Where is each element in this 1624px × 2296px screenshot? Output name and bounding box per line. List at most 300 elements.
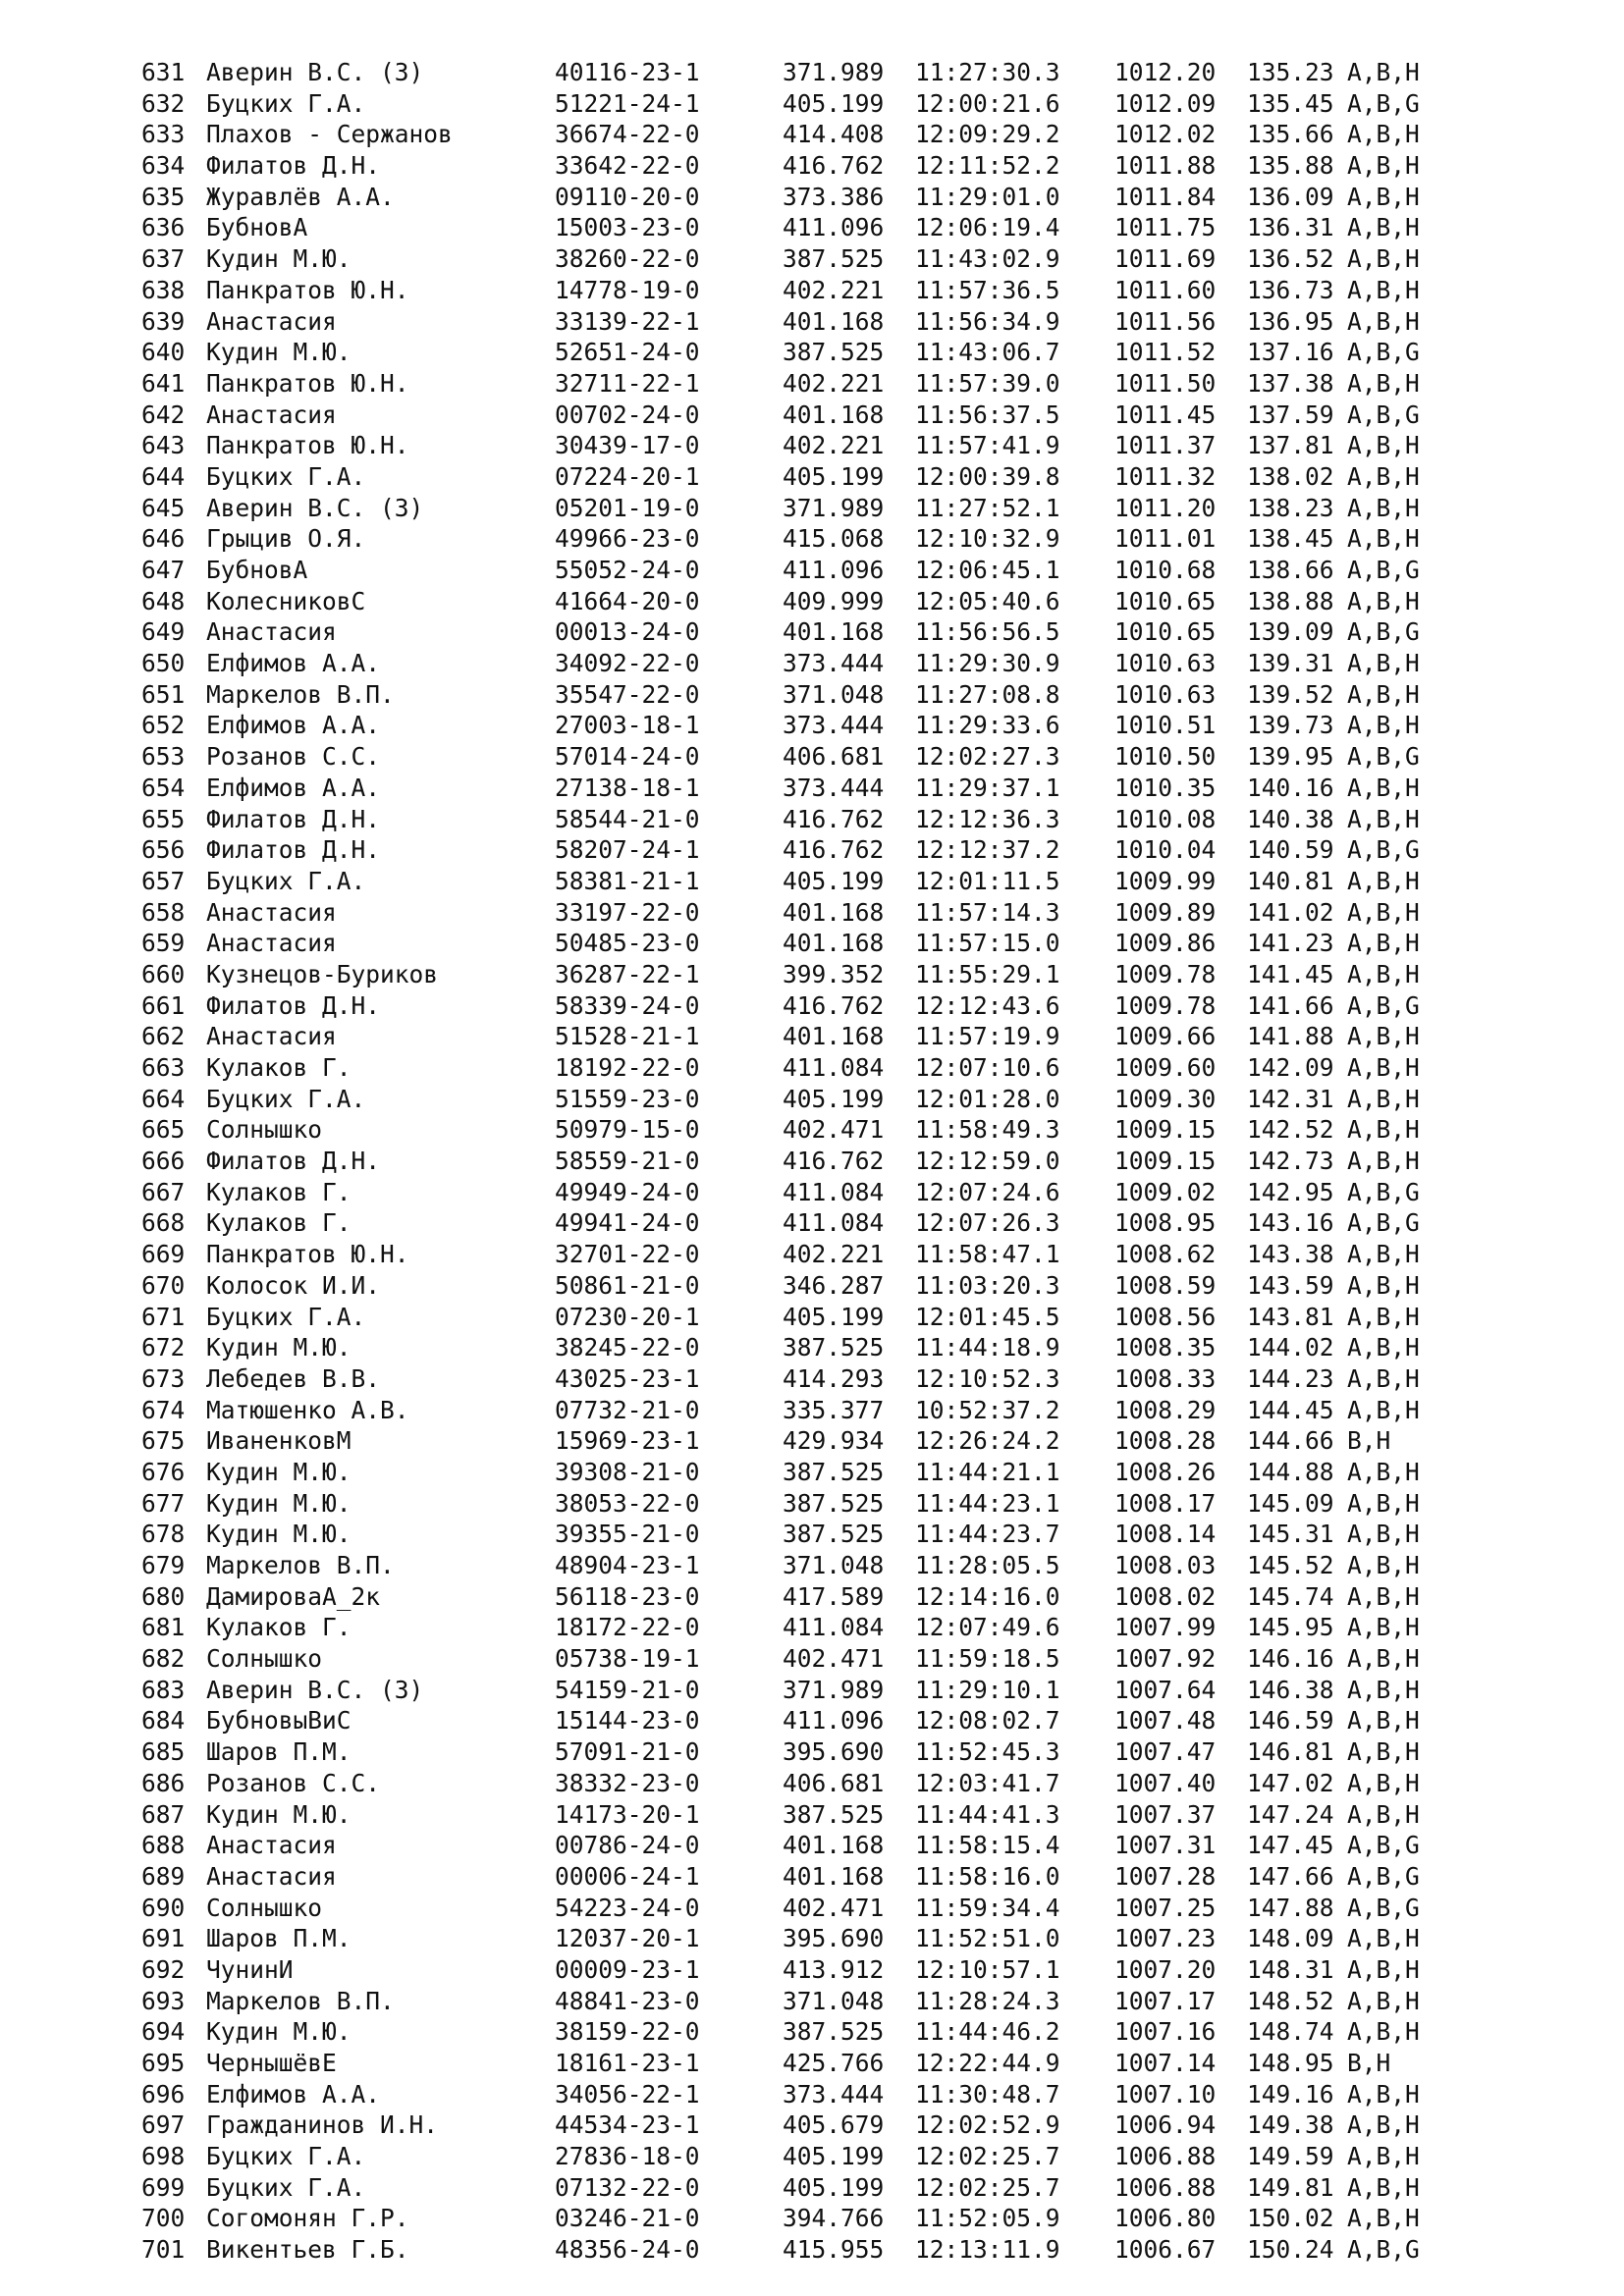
speed: 1011.45: [1114, 400, 1217, 429]
participant-name: Лебедев В.В.: [206, 1363, 381, 1393]
coefficient: 135.88: [1247, 151, 1334, 181]
table-row: [141, 2172, 1516, 2204]
place-number: 650: [141, 649, 186, 678]
table-row: [141, 773, 1516, 804]
distance: 405.199: [783, 461, 885, 491]
table-row: [141, 990, 1516, 1022]
participant-name: Панкратов Ю.Н.: [206, 1240, 409, 1269]
table-row: [141, 959, 1516, 990]
speed: 1009.99: [1114, 866, 1217, 895]
speed: 1009.15: [1114, 1147, 1217, 1176]
coefficient: 142.73: [1247, 1147, 1334, 1176]
distance: 373.444: [783, 711, 885, 740]
participant-name: Елфимов А.А.: [206, 773, 381, 802]
participant-name: Кудин М.Ю.: [206, 1457, 352, 1486]
participant-name: Плахов - Сержанов: [206, 120, 453, 149]
coefficient: 142.31: [1247, 1084, 1334, 1113]
ring-number: 39308-21-0: [555, 1457, 700, 1486]
distance: 415.955: [783, 2235, 885, 2265]
participant-name: КолесниковС: [206, 586, 366, 615]
participant-name: Маркелов В.П.: [206, 1986, 395, 2015]
participant-name: Солнышко: [206, 1893, 323, 1922]
table-row: [141, 88, 1516, 120]
arrival-time: 12:03:41.7: [915, 1768, 1060, 1797]
arrival-time: 11:56:56.5: [915, 617, 1060, 647]
arrival-time: 12:09:29.2: [915, 120, 1060, 149]
categories: A,B,H: [1347, 1457, 1420, 1486]
place-number: 701: [141, 2235, 186, 2265]
arrival-time: 11:58:15.4: [915, 1831, 1060, 1860]
speed: 1011.60: [1114, 275, 1217, 304]
ring-number: 18172-22-0: [555, 1613, 700, 1642]
participant-name: Кудин М.Ю.: [206, 1488, 352, 1518]
categories: A,B,H: [1347, 1270, 1420, 1300]
ring-number: 07732-21-0: [555, 1395, 700, 1424]
ring-number: 00006-24-1: [555, 1861, 700, 1891]
categories: A,B,G: [1347, 88, 1420, 118]
arrival-time: 12:02:25.7: [915, 2172, 1060, 2202]
speed: 1011.84: [1114, 182, 1217, 211]
participant-name: Колосок И.И.: [206, 1270, 381, 1300]
distance: 411.084: [783, 1177, 885, 1206]
coefficient: 141.66: [1247, 990, 1334, 1020]
place-number: 668: [141, 1208, 186, 1238]
distance: 402.221: [783, 1240, 885, 1269]
categories: A,B,G: [1347, 2235, 1420, 2265]
coefficient: 150.02: [1247, 2204, 1334, 2233]
categories: A,B,H: [1347, 213, 1420, 242]
coefficient: 148.74: [1247, 2017, 1334, 2047]
place-number: 658: [141, 897, 186, 927]
distance: 405.199: [783, 2172, 885, 2202]
coefficient: 148.52: [1247, 1986, 1334, 2015]
participant-name: Буцких Г.А.: [206, 1084, 366, 1113]
table-row: [141, 1986, 1516, 2017]
place-number: 641: [141, 368, 186, 398]
ring-number: 35547-22-0: [555, 679, 700, 709]
distance: 387.525: [783, 1488, 885, 1518]
categories: A,B,H: [1347, 959, 1420, 988]
ring-number: 58381-21-1: [555, 866, 700, 895]
categories: A,B,G: [1347, 1861, 1420, 1891]
speed: 1007.40: [1114, 1768, 1217, 1797]
coefficient: 143.16: [1247, 1208, 1334, 1238]
ring-number: 51559-23-0: [555, 1084, 700, 1113]
categories: A,B,H: [1347, 244, 1420, 274]
distance: 405.679: [783, 2110, 885, 2140]
place-number: 632: [141, 88, 186, 118]
arrival-time: 12:01:11.5: [915, 866, 1060, 895]
place-number: 646: [141, 524, 186, 554]
arrival-time: 12:01:45.5: [915, 1302, 1060, 1331]
ring-number: 00009-23-1: [555, 1954, 700, 1984]
coefficient: 146.16: [1247, 1644, 1334, 1674]
ring-number: 43025-23-1: [555, 1363, 700, 1393]
categories: A,B,H: [1347, 431, 1420, 460]
arrival-time: 11:58:49.3: [915, 1115, 1060, 1145]
ring-number: 14173-20-1: [555, 1799, 700, 1829]
speed: 1008.26: [1114, 1457, 1217, 1486]
ring-number: 12037-20-1: [555, 1924, 700, 1953]
arrival-time: 11:58:47.1: [915, 1240, 1060, 1269]
participant-name: Маркелов В.П.: [206, 679, 395, 709]
coefficient: 146.38: [1247, 1675, 1334, 1704]
place-number: 694: [141, 2017, 186, 2047]
arrival-time: 11:44:41.3: [915, 1799, 1060, 1829]
arrival-time: 11:59:18.5: [915, 1644, 1060, 1674]
place-number: 670: [141, 1270, 186, 1300]
distance: 371.048: [783, 1986, 885, 2015]
ring-number: 50485-23-0: [555, 929, 700, 958]
table-row: [141, 1799, 1516, 1831]
coefficient: 138.02: [1247, 461, 1334, 491]
speed: 1012.02: [1114, 120, 1217, 149]
coefficient: 148.31: [1247, 1954, 1334, 1984]
distance: 373.444: [783, 773, 885, 802]
categories: A,B,H: [1347, 2142, 1420, 2171]
categories: A,B,H: [1347, 182, 1420, 211]
place-number: 681: [141, 1613, 186, 1642]
arrival-time: 11:27:52.1: [915, 493, 1060, 522]
ring-number: 03246-21-0: [555, 2204, 700, 2233]
table-row: [141, 1084, 1516, 1115]
distance: 411.084: [783, 1613, 885, 1642]
coefficient: 144.88: [1247, 1457, 1334, 1486]
arrival-time: 11:03:20.3: [915, 1270, 1060, 1300]
place-number: 700: [141, 2204, 186, 2233]
participant-name: Аверин В.С. (З): [206, 1675, 424, 1704]
table-row: [141, 2016, 1516, 2048]
place-number: 683: [141, 1675, 186, 1704]
table-row: [141, 866, 1516, 897]
distance: 415.068: [783, 524, 885, 554]
participant-name: Кулаков Г.: [206, 1177, 352, 1206]
participant-name: Матюшенко А.В.: [206, 1395, 409, 1424]
ring-number: 38159-22-0: [555, 2017, 700, 2047]
speed: 1008.17: [1114, 1488, 1217, 1518]
speed: 1008.02: [1114, 1581, 1217, 1611]
distance: 395.690: [783, 1737, 885, 1767]
arrival-time: 11:27:30.3: [915, 58, 1060, 86]
speed: 1010.08: [1114, 804, 1217, 833]
ring-number: 33197-22-0: [555, 897, 700, 927]
ring-number: 54223-24-0: [555, 1893, 700, 1922]
participant-name: Панкратов Ю.Н.: [206, 431, 409, 460]
speed: 1007.16: [1114, 2017, 1217, 2047]
participant-name: Филатов Д.Н.: [206, 1147, 381, 1176]
categories: A,B,H: [1347, 679, 1420, 709]
arrival-time: 11:43:02.9: [915, 244, 1060, 274]
place-number: 642: [141, 400, 186, 429]
participant-name: Анастасия: [206, 1831, 337, 1860]
distance: 416.762: [783, 151, 885, 181]
distance: 405.199: [783, 2142, 885, 2171]
participant-name: Аверин В.С. (З): [206, 493, 424, 522]
coefficient: 135.23: [1247, 58, 1334, 86]
place-number: 674: [141, 1395, 186, 1424]
participant-name: Анастасия: [206, 617, 337, 647]
table-row: [141, 586, 1516, 617]
coefficient: 141.02: [1247, 897, 1334, 927]
place-number: 675: [141, 1426, 186, 1456]
speed: 1007.64: [1114, 1675, 1217, 1704]
participant-name: Кудин М.Ю.: [206, 1520, 352, 1549]
coefficient: 140.81: [1247, 866, 1334, 895]
ring-number: 38245-22-0: [555, 1333, 700, 1362]
participant-name: БубновыВиС: [206, 1706, 352, 1735]
categories: A,B,H: [1347, 1581, 1420, 1611]
coefficient: 135.45: [1247, 88, 1334, 118]
speed: 1008.14: [1114, 1520, 1217, 1549]
table-row: [141, 1457, 1516, 1488]
distance: 402.471: [783, 1115, 885, 1145]
speed: 1007.20: [1114, 1954, 1217, 1984]
categories: A,B,H: [1347, 1240, 1420, 1269]
ring-number: 09110-20-0: [555, 182, 700, 211]
table-row: [141, 1363, 1516, 1395]
participant-name: Розанов С.С.: [206, 742, 381, 772]
coefficient: 140.38: [1247, 804, 1334, 833]
categories: A,B,H: [1347, 1706, 1420, 1735]
coefficient: 138.88: [1247, 586, 1334, 615]
arrival-time: 12:02:27.3: [915, 742, 1060, 772]
participant-name: Солнышко: [206, 1644, 323, 1674]
distance: 402.471: [783, 1644, 885, 1674]
participant-name: Шаров П.М.: [206, 1924, 352, 1953]
coefficient: 145.09: [1247, 1488, 1334, 1518]
coefficient: 147.24: [1247, 1799, 1334, 1829]
participant-name: Буцких Г.А.: [206, 866, 366, 895]
distance: 401.168: [783, 1861, 885, 1891]
distance: 387.525: [783, 1457, 885, 1486]
place-number: 686: [141, 1768, 186, 1797]
distance: 387.525: [783, 1799, 885, 1829]
speed: 1006.67: [1114, 2235, 1217, 2265]
categories: A,B,G: [1347, 400, 1420, 429]
arrival-time: 12:02:52.9: [915, 2110, 1060, 2140]
speed: 1006.94: [1114, 2110, 1217, 2140]
ring-number: 50861-21-0: [555, 1270, 700, 1300]
ring-number: 38053-22-0: [555, 1488, 700, 1518]
arrival-time: 11:29:01.0: [915, 182, 1060, 211]
coefficient: 138.23: [1247, 493, 1334, 522]
place-number: 647: [141, 556, 186, 584]
categories: A,B,H: [1347, 2204, 1420, 2233]
coefficient: 144.02: [1247, 1333, 1334, 1362]
ring-number: 15003-23-0: [555, 213, 700, 242]
place-number: 644: [141, 461, 186, 491]
table-row: [141, 1332, 1516, 1363]
arrival-time: 12:00:39.8: [915, 461, 1060, 491]
ring-number: 49941-24-0: [555, 1208, 700, 1238]
categories: A,B,G: [1347, 990, 1420, 1020]
arrival-time: 12:26:24.2: [915, 1426, 1060, 1456]
categories: A,B,H: [1347, 1488, 1420, 1518]
speed: 1011.50: [1114, 368, 1217, 398]
distance: 387.525: [783, 244, 885, 274]
place-number: 637: [141, 244, 186, 274]
arrival-time: 11:55:29.1: [915, 959, 1060, 988]
participant-name: Гражданинов И.Н.: [206, 2110, 439, 2140]
participant-name: Филатов Д.Н.: [206, 151, 381, 181]
place-number: 687: [141, 1799, 186, 1829]
coefficient: 150.24: [1247, 2235, 1334, 2265]
speed: 1008.56: [1114, 1302, 1217, 1331]
coefficient: 142.52: [1247, 1115, 1334, 1145]
speed: 1008.03: [1114, 1551, 1217, 1579]
categories: A,B,G: [1347, 742, 1420, 772]
table-row: [141, 1675, 1516, 1706]
place-number: 659: [141, 929, 186, 958]
table-row: [141, 1207, 1516, 1239]
distance: 335.377: [783, 1395, 885, 1424]
ring-number: 30439-17-0: [555, 431, 700, 460]
speed: 1010.35: [1114, 773, 1217, 802]
coefficient: 142.95: [1247, 1177, 1334, 1206]
table-row: [141, 1736, 1516, 1768]
table-row: [141, 337, 1516, 368]
speed: 1009.66: [1114, 1022, 1217, 1051]
place-number: 673: [141, 1363, 186, 1393]
ring-number: 39355-21-0: [555, 1520, 700, 1549]
place-number: 656: [141, 835, 186, 865]
distance: 371.989: [783, 493, 885, 522]
ring-number: 27138-18-1: [555, 773, 700, 802]
place-number: 690: [141, 1893, 186, 1922]
distance: 346.287: [783, 1270, 885, 1300]
ring-number: 52651-24-0: [555, 338, 700, 367]
ring-number: 33642-22-0: [555, 151, 700, 181]
coefficient: 149.81: [1247, 2172, 1334, 2202]
place-number: 672: [141, 1333, 186, 1362]
coefficient: 145.52: [1247, 1551, 1334, 1579]
place-number: 689: [141, 1861, 186, 1891]
coefficient: 143.59: [1247, 1270, 1334, 1300]
place-number: 634: [141, 151, 186, 181]
coefficient: 137.38: [1247, 368, 1334, 398]
coefficient: 136.52: [1247, 244, 1334, 274]
ring-number: 51221-24-1: [555, 88, 700, 118]
categories: A,B,H: [1347, 368, 1420, 398]
speed: 1011.20: [1114, 493, 1217, 522]
place-number: 635: [141, 182, 186, 211]
place-number: 688: [141, 1831, 186, 1860]
arrival-time: 11:57:39.0: [915, 368, 1060, 398]
arrival-time: 11:57:14.3: [915, 897, 1060, 927]
participant-name: Кулаков Г.: [206, 1613, 352, 1642]
arrival-time: 11:57:41.9: [915, 431, 1060, 460]
ring-number: 14778-19-0: [555, 275, 700, 304]
ring-number: 07132-22-0: [555, 2172, 700, 2202]
speed: 1008.59: [1114, 1270, 1217, 1300]
ring-number: 54159-21-0: [555, 1675, 700, 1704]
place-number: 654: [141, 773, 186, 802]
speed: 1011.37: [1114, 431, 1217, 460]
arrival-time: 11:43:06.7: [915, 338, 1060, 367]
distance: 402.221: [783, 368, 885, 398]
speed: 1007.92: [1114, 1644, 1217, 1674]
speed: 1010.04: [1114, 835, 1217, 865]
distance: 416.762: [783, 835, 885, 865]
coefficient: 137.59: [1247, 400, 1334, 429]
categories: A,B,H: [1347, 929, 1420, 958]
arrival-time: 11:52:45.3: [915, 1737, 1060, 1767]
speed: 1007.28: [1114, 1861, 1217, 1891]
arrival-time: 12:01:28.0: [915, 1084, 1060, 1113]
coefficient: 141.23: [1247, 929, 1334, 958]
distance: 405.199: [783, 88, 885, 118]
participant-name: Кудин М.Ю.: [206, 1799, 352, 1829]
distance: 405.199: [783, 866, 885, 895]
categories: A,B,H: [1347, 1520, 1420, 1549]
ring-number: 34056-22-1: [555, 2079, 700, 2109]
coefficient: 139.73: [1247, 711, 1334, 740]
speed: 1007.10: [1114, 2079, 1217, 2109]
distance: 401.168: [783, 306, 885, 336]
ring-number: 44534-23-1: [555, 2110, 700, 2140]
place-number: 692: [141, 1954, 186, 1984]
ring-number: 36674-22-0: [555, 120, 700, 149]
ring-number: 55052-24-0: [555, 556, 700, 584]
distance: 387.525: [783, 2017, 885, 2047]
participant-name: Анастасия: [206, 1022, 337, 1051]
speed: 1007.23: [1114, 1924, 1217, 1953]
place-number: 636: [141, 213, 186, 242]
ring-number: 32701-22-0: [555, 1240, 700, 1269]
table-row: [141, 119, 1516, 150]
place-number: 671: [141, 1302, 186, 1331]
table-row: [141, 212, 1516, 243]
participant-name: Кулаков Г.: [206, 1053, 352, 1082]
speed: 1008.28: [1114, 1426, 1217, 1456]
distance: 409.999: [783, 586, 885, 615]
table-row: [141, 555, 1516, 586]
speed: 1010.63: [1114, 649, 1217, 678]
place-number: 662: [141, 1022, 186, 1051]
arrival-time: 12:05:40.6: [915, 586, 1060, 615]
distance: 401.168: [783, 929, 885, 958]
place-number: 693: [141, 1986, 186, 2015]
coefficient: 145.95: [1247, 1613, 1334, 1642]
speed: 1007.37: [1114, 1799, 1217, 1829]
speed: 1009.89: [1114, 897, 1217, 927]
categories: A,B,H: [1347, 897, 1420, 927]
speed: 1007.31: [1114, 1831, 1217, 1860]
table-row: [141, 2079, 1516, 2110]
coefficient: 143.81: [1247, 1302, 1334, 1331]
distance: 402.471: [783, 1893, 885, 1922]
participant-name: Викентьев Г.Б.: [206, 2235, 409, 2265]
ring-number: 15144-23-0: [555, 1706, 700, 1735]
arrival-time: 11:57:15.0: [915, 929, 1060, 958]
speed: 1009.60: [1114, 1053, 1217, 1082]
arrival-time: 11:30:48.7: [915, 2079, 1060, 2109]
coefficient: 145.74: [1247, 1581, 1334, 1611]
table-row: [141, 1893, 1516, 1924]
participant-name: Журавлёв А.А.: [206, 182, 395, 211]
distance: 399.352: [783, 959, 885, 988]
categories: A,B,H: [1347, 586, 1420, 615]
participant-name: Шаров П.М.: [206, 1737, 352, 1767]
coefficient: 149.59: [1247, 2142, 1334, 2171]
distance: 411.084: [783, 1053, 885, 1082]
participant-name: Кулаков Г.: [206, 1208, 352, 1238]
participant-name: БубновА: [206, 213, 308, 242]
table-row: [141, 741, 1516, 773]
place-number: 678: [141, 1520, 186, 1549]
place-number: 660: [141, 959, 186, 988]
speed: 1007.99: [1114, 1613, 1217, 1642]
